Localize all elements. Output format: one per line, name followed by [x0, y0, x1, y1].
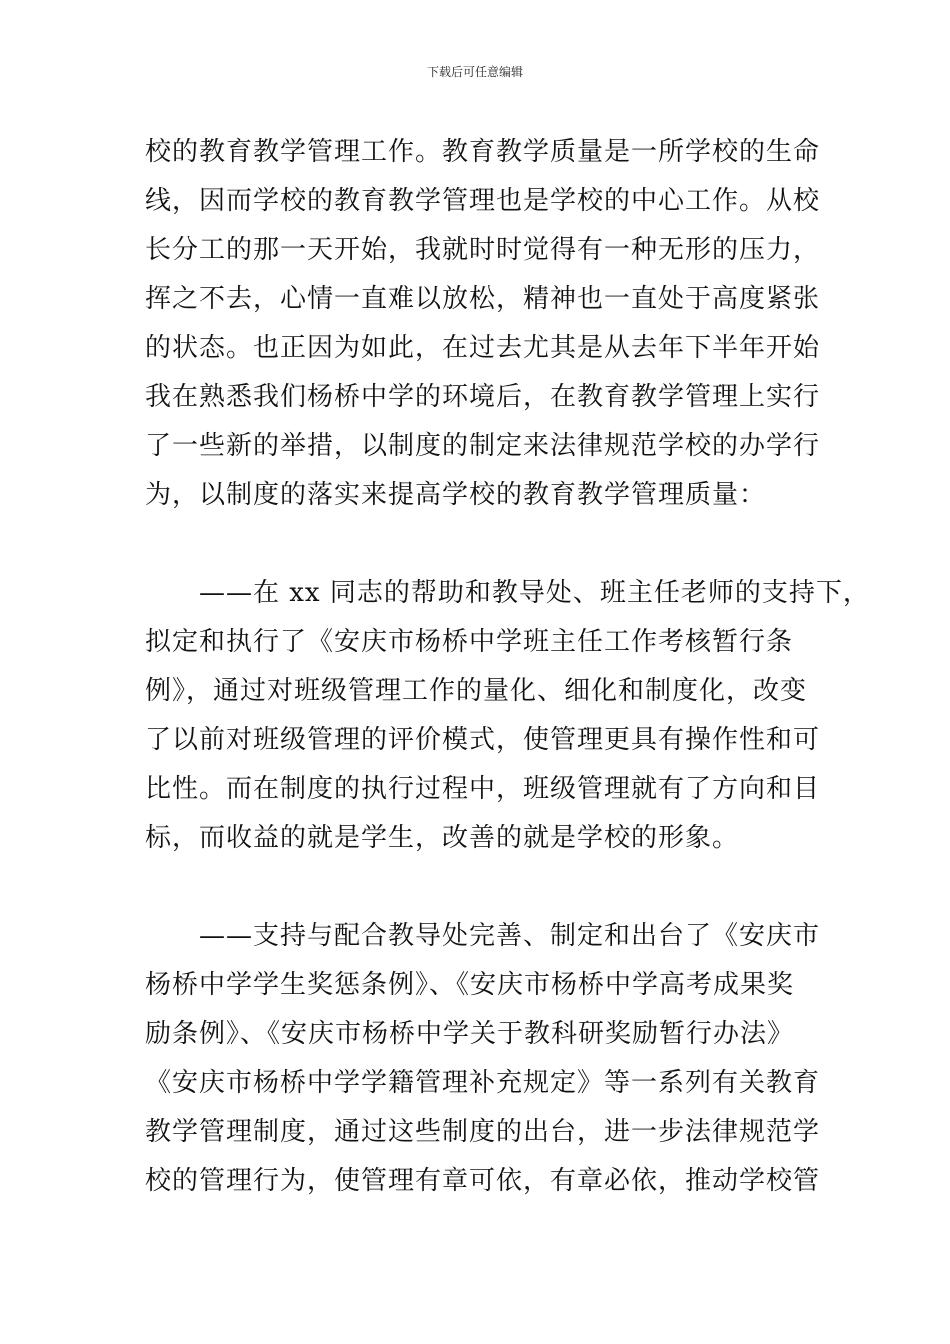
- text-line: 例》，通过对班级管理工作的量化、细化和制度化，改变: [145, 676, 808, 706]
- paragraph-spacer: [145, 863, 845, 912]
- text-line: 校的教育教学管理工作。教育教学质量是一所学校的生命: [145, 137, 821, 167]
- text-line: 长分工的那一天开始，我就时时觉得有一种无形的压力，: [145, 235, 821, 265]
- text-line: 教学管理制度，通过这些制度的出台，进一步法律规范学: [145, 1117, 821, 1147]
- paragraph-2: [145, 569, 870, 863]
- paragraph-1: [145, 128, 845, 520]
- text-line: 杨桥中学学生奖惩条例》、《安庆市杨桥中学高考成果奖: [145, 970, 795, 1000]
- text-line: 线，因而学校的教育教学管理也是学校的中心工作。从校: [145, 186, 821, 216]
- text-line: 标，而收益的就是学生，改善的就是学校的形象。: [145, 823, 740, 853]
- text-line: 比性。而在制度的执行过程中，班级管理就有了方向和目: [145, 774, 821, 804]
- paragraph-3: [145, 912, 845, 1206]
- text-line: ——支持与配合教导处完善、制定和出台了《安庆市: [145, 921, 821, 951]
- text-line: 励条例》、《安庆市杨桥中学关于教科研奖励暂行办法》: [145, 1019, 795, 1049]
- text-line: 《安庆市杨桥中学学籍管理补充规定》等一系列有关教育: [145, 1068, 821, 1098]
- text-line: 了一些新的举措，以制度的制定来法律规范学校的办学行: [145, 431, 821, 461]
- page-header: 下载后可任意编辑: [426, 65, 523, 79]
- text-line: 的状态。也正因为如此，在过去尤其是从去年下半年开始: [145, 333, 821, 363]
- text-line: 了以前对班级管理的评价模式，使管理更具有操作性和可: [145, 725, 821, 755]
- text-line: 我在熟悉我们杨桥中学的环境后，在教育教学管理上实行: [145, 382, 821, 412]
- paragraph-spacer: [145, 520, 845, 569]
- text-line: 校的管理行为，使管理有章可依，有章必依，推动学校管: [145, 1166, 821, 1196]
- document-body: [145, 128, 870, 1206]
- text-line: 挥之不去，心情一直难以放松，精神也一直处于高度紧张: [145, 284, 821, 314]
- text-line: 为，以制度的落实来提高学校的教育教学管理质量：: [145, 480, 767, 510]
- text-line: 拟定和执行了《安庆市杨桥中学班主任工作考核暂行条: [145, 627, 794, 657]
- text-line: ——在 xx 同志的帮助和教导处、班主任老师的支持下，: [145, 578, 870, 608]
